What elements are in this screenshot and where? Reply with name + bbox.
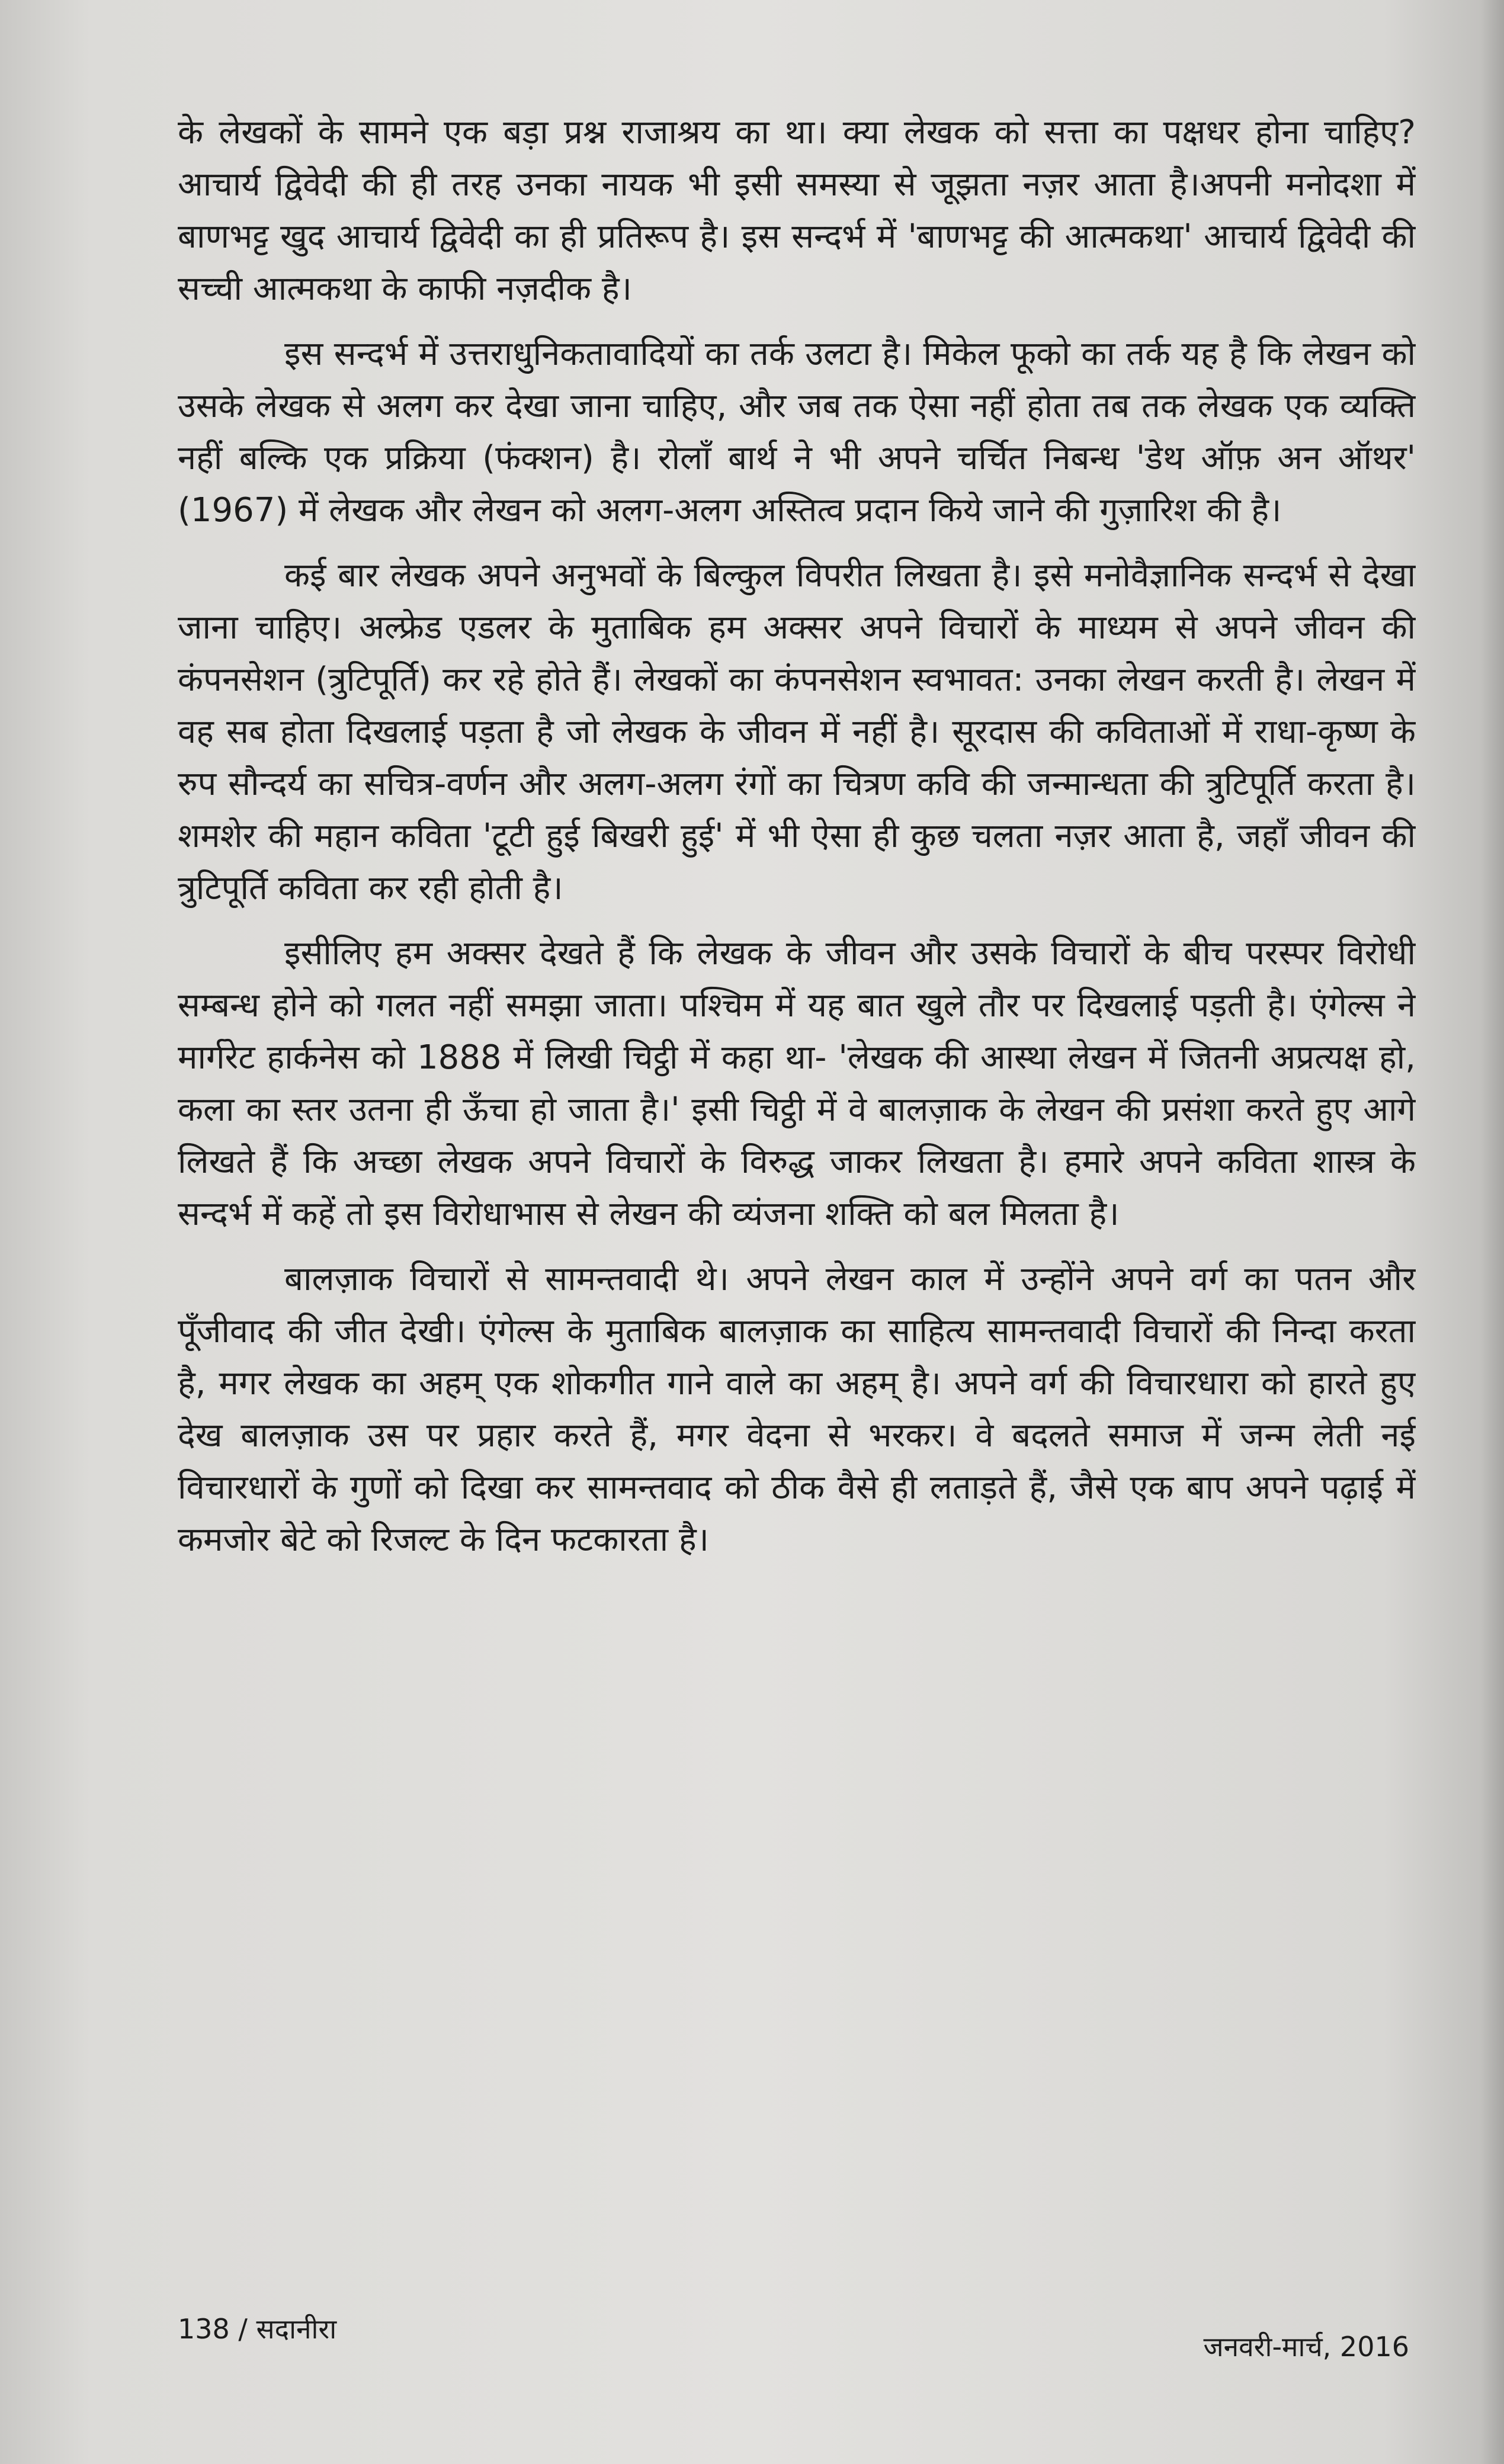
page-edge-shadow: [1480, 0, 1504, 2464]
paragraph-5: बालज़ाक विचारों से सामन्तवादी थे। अपने लेखन काल में उन्होंने अपने वर्ग का पतन और पूँजीवाद की जीत देखी। एंगेल्स के मुताबिक बालज़ाक का साहित्य सामन्तवादी विचारों की निन्दा करता है, मगर लेखक का अहम् एक शोकगीत गाने वाले का अहम् है। अपने वर्ग की विचारधारा को हारते हुए देख बालज़ाक उस पर प्रहार करते हैं, मगर वेदना से भरकर। वे बदलते समाज में जन्म लेती नई विचारधारों के गुणों को दिखा कर सामन्तवाद को ठीक वैसे ही लताड़ते हैं, जैसे एक बाप अपने पढ़ाई में कमजोर बेटे को रिजल्ट के दिन फटकारता है।: [178, 1260, 1416, 1559]
paragraph-2: इस सन्दर्भ में उत्तराधुनिकतावादियों का तर्क उलटा है। मिकेल फूको का तर्क यह है कि लेखन को उसके लेखक से अलग कर देखा जाना चाहिए, और जब तक ऐसा नहीं होता तब तक लेखक एक व्यक्ति नहीं बल्कि एक प्रक्रिया (फंक्शन) है। रोलाँ बार्थ ने भी अपने चर्चित निबन्ध 'डेथ ऑफ़ अन ऑथर' (1967) में लेखक और लेखन को अलग-अलग अस्तित्व प्रदान किये जाने की गुज़ारिश की है।: [178, 335, 1416, 530]
body-text: [178, 107, 1416, 2227]
paragraph-1: के लेखकों के सामने एक बड़ा प्रश्न राजाश्रय का था। क्या लेखक को सत्ता का पक्षधर होना चाहिए? आचार्य द्विवेदी की ही तरह उनका नायक भी इसी समस्या से जूझता नज़र आता है।अपनी मनोदशा में बाणभट्ट खुद आचार्य द्विवेदी का ही प्रतिरूप है। इस सन्दर्भ में 'बाणभट्ट की आत्मकथा' आचार्य द्विवेदी की सच्ची आत्मकथा के काफी नज़दीक है।: [178, 113, 1416, 308]
paragraph-4: इसीलिए हम अक्सर देखते हैं कि लेखक के जीवन और उसके विचारों के बीच परस्पर विरोधी सम्बन्ध होने को गलत नहीं समझा जाता। पश्चिम में यह बात खुले तौर पर दिखलाई पड़ती है। एंगेल्स ने मार्गरेट हार्कनेस को 1888 में लिखी चिट्ठी में कहा था- 'लेखक की आस्था लेखन में जितनी अप्रत्यक्ष हो, कला का स्तर उतना ही ऊँचा हो जाता है।' इसी चिट्ठी में वे बालज़ाक के लेखन की प्रसंशा करते हुए आगे लिखते हैं कि अच्छा लेखक अपने विचारों के विरुद्ध जाकर लिखता है। हमारे अपने कविता शास्त्र के सन्दर्भ में कहें तो इस विरोधाभास से लेखन की व्यंजना शक्ति को बल मिलता है।: [178, 934, 1416, 1233]
paragraph-3: कई बार लेखक अपने अनुभवों के बिल्कुल विपरीत लिखता है। इसे मनोवैज्ञानिक सन्दर्भ से देखा जाना चाहिए। अल्फ्रेड एडलर के मुताबिक हम अक्सर अपने विचारों के माध्यम से अपने जीवन की कंपनसेशन (त्रुटिपूर्ति) कर रहे होते हैं। लेखकों का कंपनसेशन स्वभावत: उनका लेखन करती है। लेखन में वह सब होता दिखलाई पड़ता है जो लेखक के जीवन में नहीं है। सूरदास की कविताओं में राधा-कृष्ण के रुप सौन्दर्य का सचित्र-वर्णन और अलग-अलग रंगों का चित्रण कवि की जन्मान्धता की त्रुटिपूर्ति करता है। शमशेर की महान कविता 'टूटी हुई बिखरी हुई' में भी ऐसा ही कुछ चलता नज़र आता है, जहाँ जीवन की त्रुटिपूर्ति कविता कर रही होती है।: [178, 556, 1416, 907]
page-number-footer: 138 / सदानीरा: [178, 2313, 337, 2345]
issue-date-footer: जनवरी-मार्च, 2016: [1203, 2331, 1409, 2363]
